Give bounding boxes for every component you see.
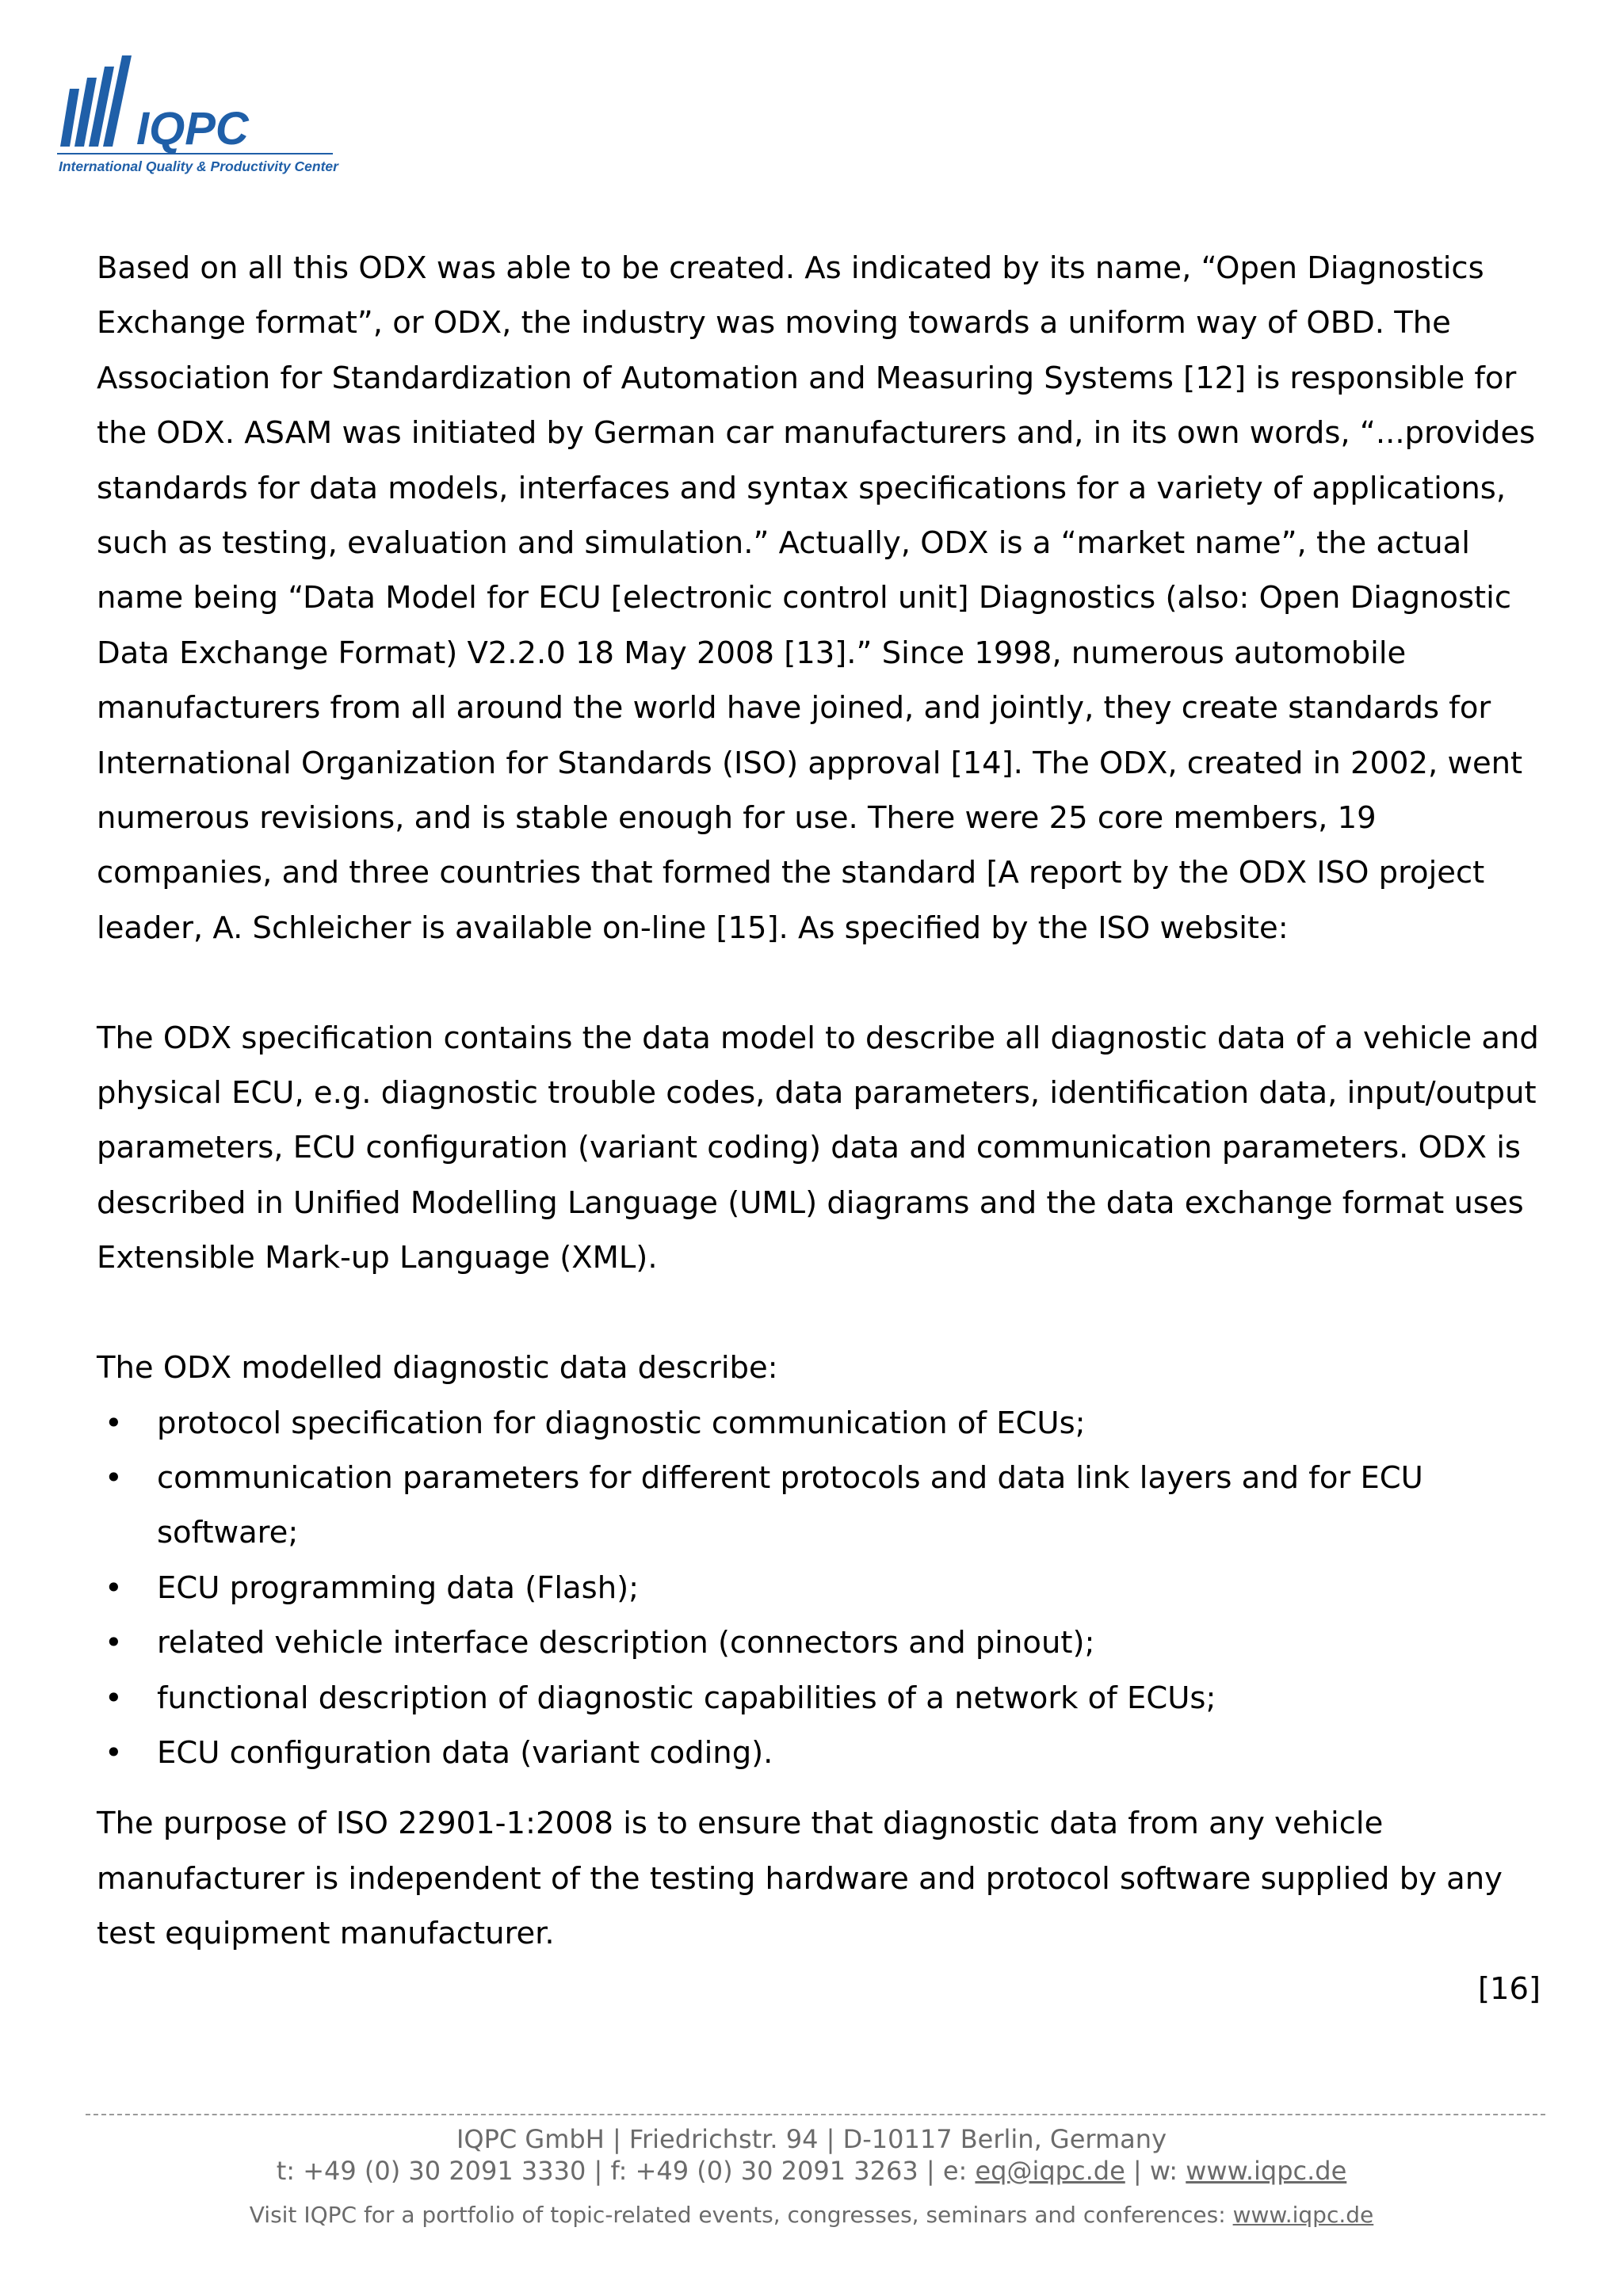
- bullet-icon: •: [105, 1734, 123, 1771]
- bullet-icon: •: [105, 1680, 123, 1716]
- reference-number: [16]: [1477, 1970, 1541, 2007]
- paragraph-odx-history: Based on all this ODX was able to be created. As indicated by its name, “Open Diagnostics Exchange format”, or ODX, the industry was moving towards a uniform way of OBD. The Association for Standardization of Automation and Measuring Systems [12] is responsible for the ODX. ASAM was initiated by German car manufacturers and, in its own words, “...provides standards for data models, interfaces and syntax specifications for a variety of applications, such as testing, evaluation and simulation.” Actually, ODX is a “market name”, the actual name being “Data Model for ECU [electronic control unit] Diagnostics (also: Open Diagnostic Data Exchange Format) V2.2.0 18 May 2008 [13].” Since 1998, numerous automobile manufacturers from all around the world have joined, and jointly, they create standards for International Organization for Standards (ISO) approval [14]. The ODX, created in 2002, went numerous revisions, and is stable enough for use. There were 25 core members, 19 companies, and three countries that formed the standard [A report by the ODX ISO project leader, A. Schleicher is available on-line [15]. As specified by the ISO website:: [97, 250, 1536, 946]
- paragraph-odx-specification: The ODX specification contains the data model to describe all diagnostic data of a vehicle and physical ECU, e.g. diagnostic trouble codes, data parameters, identification data, input/output parameters, ECU configuration (variant coding) data and communication parameters. ODX is described in Unified Modelling Language (UML) diagrams and the data exchange format uses Extensible Mark-up Language (XML).: [97, 1020, 1539, 1276]
- list-item: [97, 1396, 1543, 1451]
- list-item: [97, 1671, 1543, 1726]
- bullet-icon: •: [105, 1459, 123, 1496]
- footer-visit-link[interactable]: www.iqpc.de: [1232, 2202, 1374, 2228]
- footer-divider: [86, 2114, 1545, 2115]
- footer-visit-line: [0, 2199, 1623, 2231]
- logo-wordmark: IQPC: [136, 103, 249, 154]
- list-item-text: related vehicle interface description (connectors and pinout);: [157, 1625, 1095, 1661]
- list-item-text: functional description of diagnostic capabilities of a network of ECUs;: [157, 1680, 1216, 1716]
- paragraph-spacer: [97, 955, 1543, 1010]
- footer-contact: [0, 2155, 1623, 2187]
- list-item-text: protocol specification for diagnostic communication of ECUs;: [157, 1405, 1086, 1441]
- list-item-text: ECU programming data (Flash);: [157, 1569, 640, 1606]
- list-item: [97, 1726, 1543, 1780]
- footer-visit-text: Visit IQPC for a portfolio of topic-related events, congresses, seminars and conferences:: [249, 2202, 1233, 2228]
- page-footer: [0, 2123, 1623, 2231]
- footer-web-prefix: | w:: [1125, 2156, 1186, 2186]
- footer-website-link[interactable]: www.iqpc.de: [1186, 2156, 1347, 2186]
- footer-phone-fax: t: +49 (0) 30 2091 3330 | f: +49 (0) 30 2091 3263 | e:: [276, 2156, 976, 2186]
- bullet-icon: •: [105, 1569, 123, 1606]
- paragraph-iso-purpose: The purpose of ISO 22901-1:2008 is to ensure that diagnostic data from any vehicle manufacturer is independent of the testing hardware and protocol software supplied by any test equipment manufacturer.: [97, 1806, 1503, 1952]
- bullet-icon: •: [105, 1625, 123, 1661]
- footer-address: IQPC GmbH | Friedrichstr. 94 | D-10117 Berlin, Germany: [456, 2124, 1167, 2154]
- list-item-text: communication parameters for different protocols and data link layers and for ECU software;: [157, 1459, 1423, 1551]
- iqpc-logo-graphic: [57, 55, 342, 182]
- paragraph-spacer: [97, 1286, 1543, 1341]
- bullet-icon: •: [105, 1405, 123, 1441]
- list-item-text: ECU configuration data (variant coding).: [157, 1734, 773, 1771]
- iqpc-logo: [57, 55, 342, 182]
- list-item: [97, 1451, 1543, 1561]
- logo-tagline: International Quality & Productivity Center: [59, 158, 338, 174]
- footer-email-link[interactable]: eq@iqpc.de: [975, 2156, 1125, 2186]
- odx-data-list: [97, 1396, 1543, 1781]
- list-item: [97, 1615, 1543, 1670]
- list-item: [97, 1561, 1543, 1615]
- list-intro: The ODX modelled diagnostic data describe:: [97, 1350, 778, 1386]
- document-body: [97, 241, 1543, 2016]
